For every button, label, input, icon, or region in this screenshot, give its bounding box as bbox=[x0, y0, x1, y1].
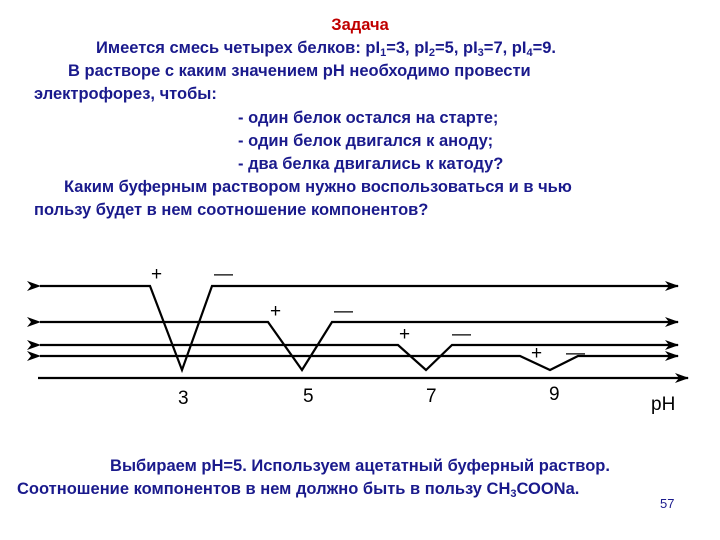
answer-line-2: Соотношение компонентов в нем должно быть в пользу $СН_3СООNa$. bbox=[17, 480, 580, 500]
tick-label-5: 5 bbox=[303, 386, 314, 407]
problem-line-question: В растворе с каким значением рН необходимо провести bbox=[68, 62, 531, 80]
bullet-cathode: - два белка двигались к катоду? bbox=[238, 155, 504, 173]
answer-line-1: Выбираем рН=5. Используем ацетатный буферный раствор. bbox=[110, 457, 610, 475]
pi-4: $pI_4=9$ bbox=[511, 39, 552, 59]
ph-axis-label: pH bbox=[651, 394, 676, 415]
page-number: 57 bbox=[660, 496, 675, 511]
bullet-anode: - один белок двигался к аноду; bbox=[238, 132, 494, 150]
plus-sign-2: + bbox=[270, 301, 282, 322]
minus-sign-4: — bbox=[566, 343, 585, 364]
problem-line-electrophoresis: электрофорез, чтобы: bbox=[34, 85, 217, 103]
pi-2: $pI_2=5$ bbox=[414, 39, 454, 59]
proteins-prefix: Имеется смесь четырех белков: bbox=[96, 39, 366, 57]
minus-sign-3: — bbox=[452, 324, 471, 345]
pi-1: $pI_1=3$ bbox=[365, 39, 406, 59]
tick-label-7: 7 bbox=[426, 386, 437, 407]
tick-label-9: 9 bbox=[549, 384, 560, 405]
problem-line-ratio: пользу будет в нем соотношение компонентов? bbox=[34, 201, 429, 219]
problem-line-buffer: Каким буферным раствором нужно воспользоваться и в чью bbox=[64, 178, 572, 196]
plus-sign-3: + bbox=[399, 324, 411, 345]
task-title: Задача bbox=[331, 16, 389, 34]
plus-sign-1: + bbox=[151, 264, 163, 285]
problem-line-proteins: Имеется смесь четырех белков: $pI_1=3$, $pI_2=5$, $pI_3=7$, $pI_4=9$. bbox=[96, 39, 557, 59]
plus-sign-4: + bbox=[531, 343, 543, 364]
tick-label-3: 3 bbox=[178, 388, 189, 409]
minus-sign-2: — bbox=[334, 301, 353, 322]
pi-3: $pI_3=7$ bbox=[463, 39, 503, 59]
bullet-start: - один белок остался на старте; bbox=[238, 109, 499, 127]
minus-sign-1: — bbox=[214, 264, 233, 285]
